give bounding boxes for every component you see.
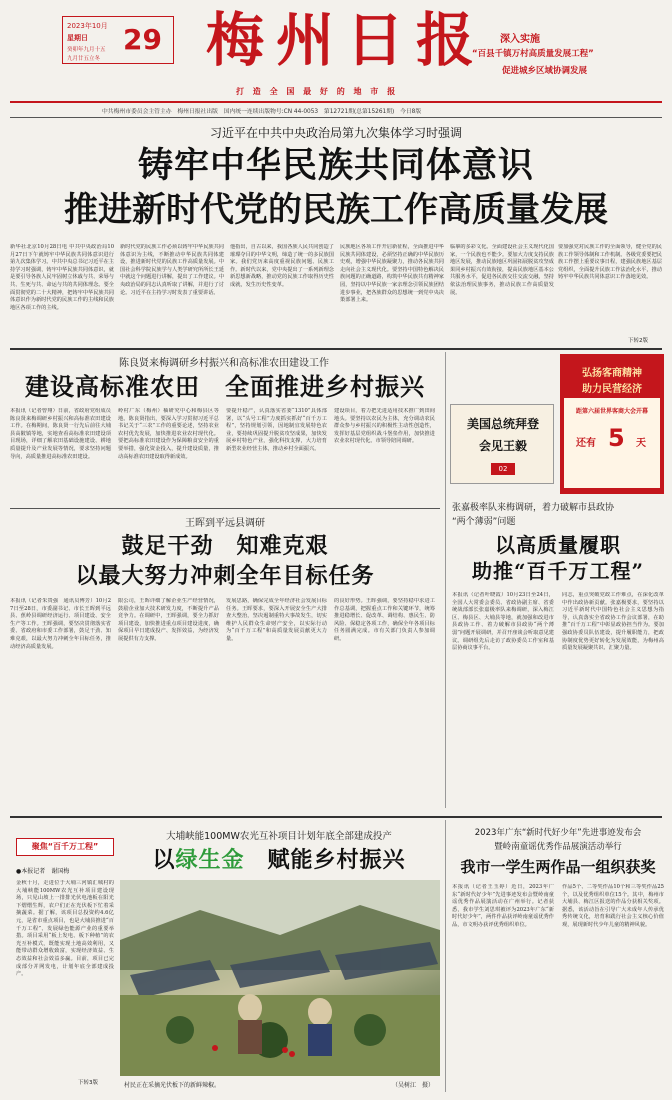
story4-kicker-1: 张嘉极率队来梅调研，着力破解市县政协 bbox=[452, 503, 615, 513]
story5-continue-note: 下转3版 bbox=[78, 1080, 98, 1086]
lead-kicker: 习近平在中共中央政治局第九次集体学习时强调 bbox=[209, 126, 462, 140]
story2-col-3: 要提升稳产，认真落实省委“1310”具体部署，以“头号工程”力度抓实抓好“百千万工程”，坚持规划引领，因地制宜发展特色农业，要持续巩固提升脱贫攻坚成果，加快发展乡村特色产业，强化科技支撑，大力培育新型农业经营主体，推动乡村全面振兴。 bbox=[226, 408, 327, 452]
lead-col-5: 临摹的多彩文化。全面建设社会主义现代化国家，一个民族也不能少。要加大力度支持民族地区发展，推动民族地区巩固拓展脱贫攻坚成果同乡村振兴有效衔接，提高民族地区基本公共服务水平，促进各民族交往交流交融，坚持依法治理民族事务，推动民族工作高质量发展。 bbox=[450, 244, 554, 296]
lead-headline-2[interactable]: 推进新时代党的民族工作高质量发展 bbox=[64, 190, 608, 230]
year-month: 2023年10月 bbox=[67, 22, 108, 30]
lower-rule bbox=[10, 816, 662, 818]
info-bar: 中共梅州市委员会主管主办 梅州日报社出版 国内统一连续出版物号:CN 44-0053 第12721期(总第15261期) 今日8版 bbox=[102, 109, 422, 115]
weekday: 星期日 bbox=[67, 34, 88, 42]
ad-line-2: 助力民营经济 bbox=[582, 384, 642, 395]
story2-body bbox=[10, 408, 438, 504]
lead-col-6: 要加强党对民族工作的全面领导，健全党的民族工作领导体制和工作机制。各级党委要把民族工作摆上重要议事日程，建强民族地区基层党组织，全面提升民族工作法治化水平，推动铸牢中华民族共同体意识工作落地见效。 bbox=[558, 244, 662, 281]
ad-line-3: 距第六届世界客商大会开幕 bbox=[575, 408, 648, 415]
story2-col-4: 建设项目，着力把先进适用技术推广到田间地头。要坚持以农民为主体，充分调动农民群众参与乡村振兴的积极性主动性创造性，发挥好基层党组织战斗堡垒作用，加快推进农业农村现代化。市领导陪同调研。 bbox=[334, 408, 435, 445]
date-box bbox=[62, 16, 174, 64]
column-divider bbox=[445, 352, 446, 808]
story5-photo-caption: 村民正在采摘光伏板下的新鲜辣椒。 bbox=[124, 1082, 221, 1089]
story6-headline[interactable]: 我市一学生两作品一组织获奖 bbox=[460, 858, 656, 876]
ad-box[interactable] bbox=[560, 354, 664, 494]
farm-photo-illustration bbox=[120, 880, 440, 1076]
masthead-title: 梅州日报 bbox=[206, 6, 487, 74]
lead-col-3: 他指出，自古以来，我国各族人民共同创造了璀璨夺目的中华文明，缔造了统一的多民族国家。我们党历来高度重视民族问题、民族工作。新时代以来，党中央提出了一系列新理念新思想新战略，推动党的民族工作取得历史性成就，发生历史性变革。 bbox=[230, 244, 334, 288]
story5-section-tag[interactable]: 聚焦“百千万工程” bbox=[16, 838, 114, 856]
lower-column-divider bbox=[445, 820, 446, 1092]
promo-line-2: “百县千镇万村高质量发展工程” bbox=[472, 49, 594, 59]
lead-continue-note: 下转2版 bbox=[628, 338, 648, 344]
story3-col-1: 本报讯（记者朱贵强 通讯员傅芳）10月27日至28日，市委副书记、市长王晖到平远县、蕉岭县调研经济运行、项目建设、安全生产等工作。王晖强调，要坚决贯彻落实省委、省政府和市委工作部署，鼓足干劲、知难克艰，以最大努力冲刺全年目标任务，推动经济高质量发展。 bbox=[10, 598, 111, 650]
story5-byline: ●本报记者 谢国梅 bbox=[16, 868, 70, 875]
day-number: 29 bbox=[123, 23, 162, 56]
promo-box[interactable] bbox=[468, 16, 664, 88]
story5-headline-pre: 以 bbox=[152, 847, 176, 873]
story3-col-2: 限公司，王晖详细了解企业生产经营情况，鼓励企业加大技术研发力度，不断提升产品竞争力。在调研中，王晖强调，要全力抓好项目建设，加快推进重点项目建设进度，确保项目早日建成投产、发挥效益，为经济发展提供有力支撑。 bbox=[118, 598, 219, 642]
meeting-box-subtitle: 会见王毅 bbox=[478, 439, 527, 453]
meeting-box-page-tag: 02 bbox=[491, 463, 515, 475]
meeting-box-title: 美国总统拜登 bbox=[466, 417, 539, 431]
story4-kicker-2: “两个薄弱”问题 bbox=[452, 517, 516, 527]
story5-headline-green: 绿生金 bbox=[175, 847, 245, 873]
story6-kicker-2: 暨岭南童谣优秀作品展演活动举行 bbox=[494, 842, 622, 852]
story2-col-1: 本报讯（记者曾翔）日前，省政府党组成员陈良贤来梅调研乡村振兴和高标准农田建设工作。在梅期间，陈良贤一行先后前往大埔县高陂镇等地，实地查看高标准农田建设项目现场，详细了解农田基础设施建设、耕地质量提升及产业发展等情况，要求坚持问题导向，高质量推进高标准农田建设。 bbox=[10, 408, 111, 460]
story5-headline-post: 赋能乡村振兴 bbox=[244, 847, 406, 873]
lead-col-2: 新时代党的民族工作必须以铸牢中华民族共同体意识为主线，不断推动中华民族共同体建设，推进新时代党的民族工作高质量发展。中国社会科学院民族学与人类学研究所所长王延中就这个问题进行讲解，提出了工作建议。中央政治局的同志认真听取了讲解，并进行了讨论。习近平在主持学习时发表了重要讲话。 bbox=[120, 244, 224, 296]
story3-col-4: 的良好形势。王晖强调，要坚持稳中求进工作总基调，把握重点工作和关键环节，统筹推进稳增长、促改革、调结构、惠民生、防风险、保稳定各项工作，确保全年各项目标任务圆满完成。市有关部门负责人参加调研。 bbox=[334, 598, 435, 642]
story4-headline-2[interactable]: 助推“百千万工程” bbox=[471, 559, 644, 583]
ad-countdown-prefix: 还有 bbox=[576, 438, 596, 449]
ad-countdown-number: 5 bbox=[608, 424, 625, 452]
story2-rule bbox=[10, 508, 440, 509]
story5-headline[interactable] bbox=[120, 846, 438, 874]
ad-inner bbox=[564, 398, 660, 488]
masthead-rule bbox=[10, 101, 662, 103]
lead-col-1: 新华社北京10月28日电 中共中央政治局10月27日下午就铸牢中华民族共同体意识进行第九次集体学习。中共中央总书记习近平在主持学习时强调，铸牢中华民族共同体意识，就是要引导各族人民牢固树立休戚与共、荣辱与共、生死与共、命运与共的共同体理念。要全面贯彻党的二十大精神，把铸牢中华民族共同体意识作为新时代党的民族工作的主线和民族地区各项工作的主线。 bbox=[10, 244, 114, 311]
story5-photo[interactable] bbox=[120, 880, 440, 1076]
info-rule bbox=[10, 117, 662, 118]
story6-col-2: 作品5个、二等奖作品10个和三等奖作品25个，以及优秀组织单位15个。其中，梅州市大埔县、梅江区报送的作品分获相关奖项。据悉，该活动旨在引导广大未成年人传承优秀传统文化，培育和践行社会主义核心价值观，展现新时代少年儿童的精神风貌。 bbox=[562, 884, 664, 928]
meeting-box[interactable] bbox=[450, 404, 554, 484]
lead-rule bbox=[10, 348, 662, 350]
story3-col-3: 发展思路，确保完成全年经济社会发展目标任务。王晖要求，要深入开展安全生产大排查大整治，坚决遏制重特大事故发生，切实维护人民群众生命财产安全，以实际行动为“百千万工程”和高质量发展贡献更大力量。 bbox=[226, 598, 327, 642]
story6-kicker-1: 2023年广东“新时代好少年”先进事迹发布会 bbox=[474, 828, 642, 838]
ad-line-1: 弘扬客商精神 bbox=[582, 368, 642, 379]
story6-body bbox=[452, 884, 664, 1090]
story2-col-2: 岭村广东（梅州）柚研究中心和梅县区等地。陈良贤指出，要深入学习贯彻习近平总书记关于“三农”工作的重要论述，坚持农业农村优先发展，加快推进农业农村现代化。要把高标准农田建设作为保障粮食安全的重要举措，强化资金投入，提升建设质量，推动高标准农田建设取得新成效。 bbox=[118, 408, 219, 460]
story3-body bbox=[10, 598, 438, 812]
lead-headline-1[interactable]: 铸牢中华民族共同体意识 bbox=[137, 145, 534, 186]
story4-headline-1[interactable]: 以高质量履职 bbox=[495, 533, 621, 557]
promo-line-3: 促进城乡区域协调发展 bbox=[502, 66, 588, 76]
story4-col-2: 同志，重点突破党政工作难点，在深化改革中作出政协新贡献。张嘉极要求，要坚持以习近平新时代中国特色社会主义思想为指导，认真落实全省政协工作会议部署，在助推“百千万工程”中彰显政协担当作为。要加强政协委员队伍建设，提升履职能力，把政协制度优势更好转化为发展效能，为梅州高质量发展凝聚共识、汇聚力量。 bbox=[562, 592, 664, 652]
promo-line-1: 深入实施 bbox=[500, 34, 540, 45]
story3-kicker: 王晖到平远县调研 bbox=[185, 518, 265, 529]
story5-photo-credit: （吴树江 摄） bbox=[392, 1082, 435, 1089]
story2-kicker: 陈良贤来梅调研乡村振兴和高标准农田建设工作 bbox=[119, 358, 329, 369]
masthead-slogan: 打 造 全 国 最 好 的 地 市 报 bbox=[236, 87, 399, 96]
ad-countdown-suffix: 天 bbox=[636, 438, 646, 449]
story5-body: 金秋十月，走进位于大埔三河镇汇城村的大埔峡能100MW农光互补项目建设现场，只见山坡上一排排光伏电池板在阳光下熠熠生辉，农户们正在光伏板下忙着采摘蔬菜。据了解，该项目总投资约4.6亿元，是省市重点项目，也是大埔县推进“百千万工程”、发展绿色能源产业的重要举措。项目采用“板上发电、板下种植”的农光互补模式，既能实现土地高效利用，又能带动群众增收致富，实现经济效益、生态效益和社会效益多赢。目前，项目已完成部分并网发电，计划年底全部建成投产。 bbox=[16, 880, 114, 978]
story6-col-1: 本报讯（记者王玉婷）近日，2023年广东“新时代好少年”先进事迹发布会暨岭南童谣优秀作品展演活动在广州举行。记者获悉，我市学生刘思琪被评为2023年广东“新时代好少年”，两件作品获评岭南童谣优秀作品，市文明办获评优秀组织单位。 bbox=[452, 884, 554, 928]
lead-col-4: 民族地区各项工作开启新征程，全面推进中华民族共同体建设，必须坚持正确的中华民族历史观，增强中华民族凝聚力，推动各民族共同走向社会主义现代化。要坚持中国特色解决民族问题的正确道路，构筑中华民族共有精神家园，坚持以中华民族一家亲理念引领民族团结进步事业，把各族群众的思想统一到党中央决策部署上来。 bbox=[340, 244, 444, 304]
story4-body bbox=[452, 592, 664, 808]
story5-kicker: 大埔峡能100MW农光互补项目计划年底全部建成投产 bbox=[166, 831, 392, 842]
lead-body bbox=[10, 244, 662, 344]
story3-headline-2[interactable]: 以最大努力冲刺全年目标任务 bbox=[75, 563, 375, 589]
story4-col-1: 本报讯（记者叶晓霞）10月23日至24日，全国人大常委会委员、省政协副主席、省委统战部部长张嘉极率队来梅调研，深入梅江区、梅县区、大埔县等地，就加强和改进市县政协工作、着力破解市县政协“两个薄弱”问题开展调研，并召开座谈会听取意见建议。调研组先后走访了政协委员工作室和基层协商议事平台。 bbox=[452, 592, 554, 652]
lunar-date-2: 九月廿五立冬 bbox=[67, 56, 101, 62]
story3-headline-1[interactable]: 鼓足干劲 知难克艰 bbox=[121, 533, 329, 559]
story2-headline[interactable]: 建设高标准农田 全面推进乡村振兴 bbox=[25, 372, 425, 401]
lunar-date-1: 癸卯年九月十五 bbox=[67, 47, 106, 53]
